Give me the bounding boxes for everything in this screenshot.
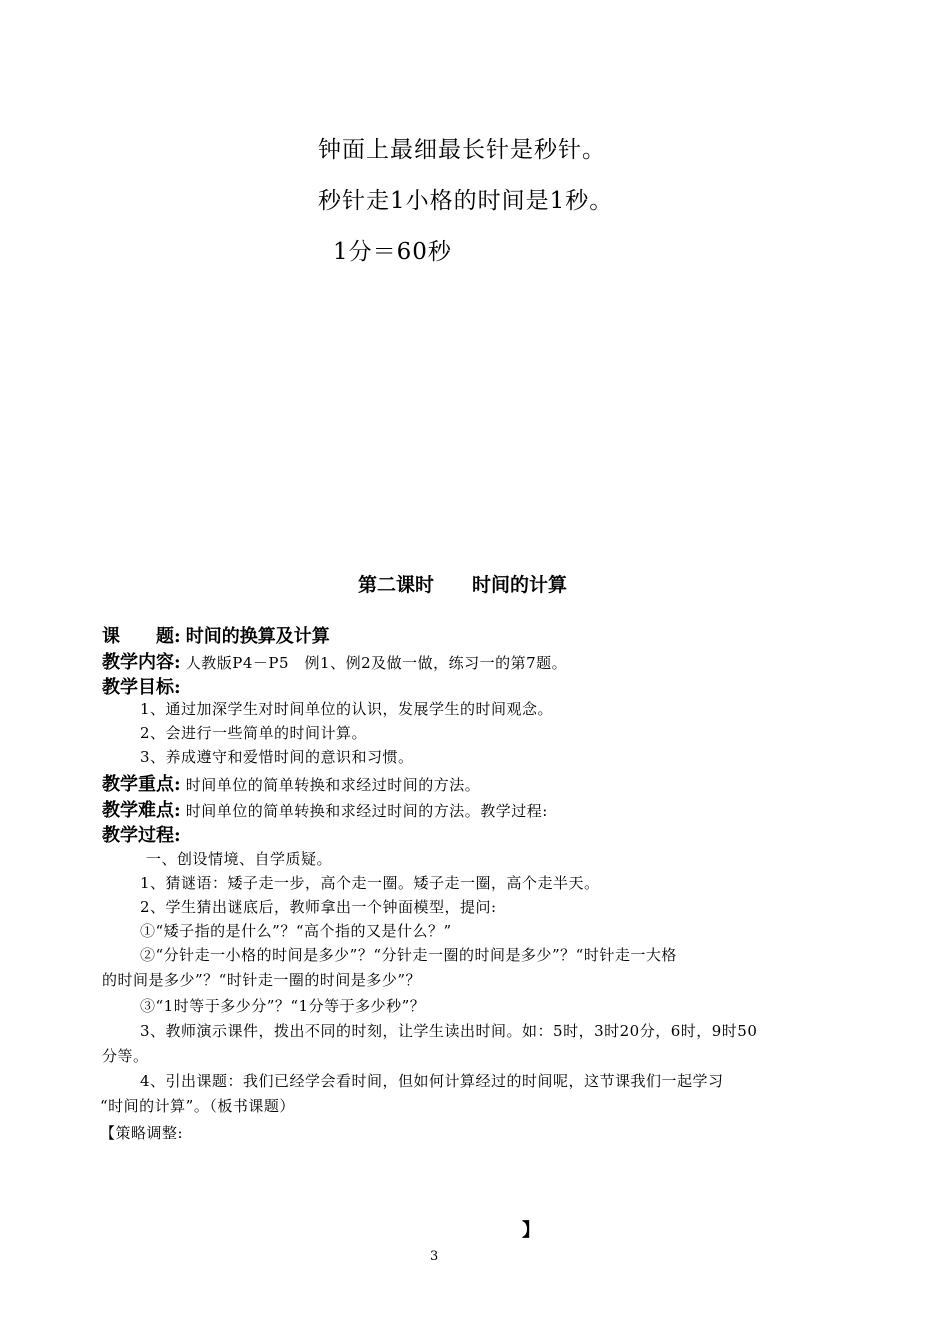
key-point-value: 时间单位的简单转换和求经过时间的方法。 (185, 776, 481, 794)
goal-item: 1、通过加深学生对时间单位的认识，发展学生的时间观念。 (140, 700, 554, 718)
process-line: ②“分针走一小格的时间是多少”？“分针走一圈的时间是多少”？“时针走一大格 (140, 946, 677, 964)
process-line: 1、猜谜语：矮子走一步，高个走一圈。矮子走一圈，高个走半天。 (140, 874, 600, 892)
content-label: 教学内容: (102, 652, 181, 673)
difficulty-label: 教学难点: (102, 800, 181, 821)
process-label: 教学过程: (102, 825, 181, 846)
topic-label: 课 题: (102, 626, 181, 647)
content-value: 人教版P4－P5 例1、例2及做一做，练习一的第7题。 (185, 654, 568, 672)
difficulty-value: 时间单位的简单转换和求经过时间的方法。教学过程: (185, 802, 548, 820)
strategy-label: 【策略调整: (100, 1124, 184, 1142)
lesson-title: 第二课时 时间的计算 (358, 574, 568, 596)
goals-label: 教学目标: (102, 677, 181, 698)
page-number: 3 (430, 1249, 439, 1264)
bracket-close: 】 (522, 1220, 540, 1241)
top-line-1: 钟面上最细最长针是秒针。 (318, 137, 606, 163)
process-line: 4、引出课题：我们已经学会看时间，但如何计算经过的时间呢，这节课我们一起学习 (140, 1072, 724, 1090)
process-line: 的时间是多少”？“时针走一圈的时间是多少”？ (102, 971, 422, 989)
content-row (102, 648, 567, 674)
goal-item: 2、会进行一些简单的时间计算。 (140, 724, 368, 742)
key-point-label: 教学重点: (102, 774, 181, 795)
process-line: ①“矮子指的是什么”？“高个指的又是什么？” (140, 922, 452, 940)
topic-value: 时间的换算及计算 (185, 626, 330, 647)
top-line-3: 1分＝60秒 (333, 239, 452, 265)
goal-item: 3、养成遵守和爱惜时间的意识和习惯。 (140, 748, 414, 766)
difficulty-row (102, 796, 548, 822)
topic-row (102, 622, 330, 648)
process-line: 3、教师演示课件，拨出不同的时刻，让学生读出时间。如：5时，3时20分，6时，9时50 (140, 1022, 758, 1040)
process-line: “时间的计算”。（板书课题） (100, 1097, 295, 1115)
process-line: 分等。 (102, 1047, 149, 1065)
top-line-2: 秒针走1小格的时间是1秒。 (318, 188, 614, 214)
key-point-row (102, 770, 480, 796)
process-line: ③“1时等于多少分”？“1分等于多少秒”？ (140, 997, 426, 1015)
process-line: 一、创设情境、自学质疑。 (146, 850, 333, 868)
process-line: 2、学生猜出谜底后，教师拿出一个钟面模型，提问: (140, 898, 497, 916)
